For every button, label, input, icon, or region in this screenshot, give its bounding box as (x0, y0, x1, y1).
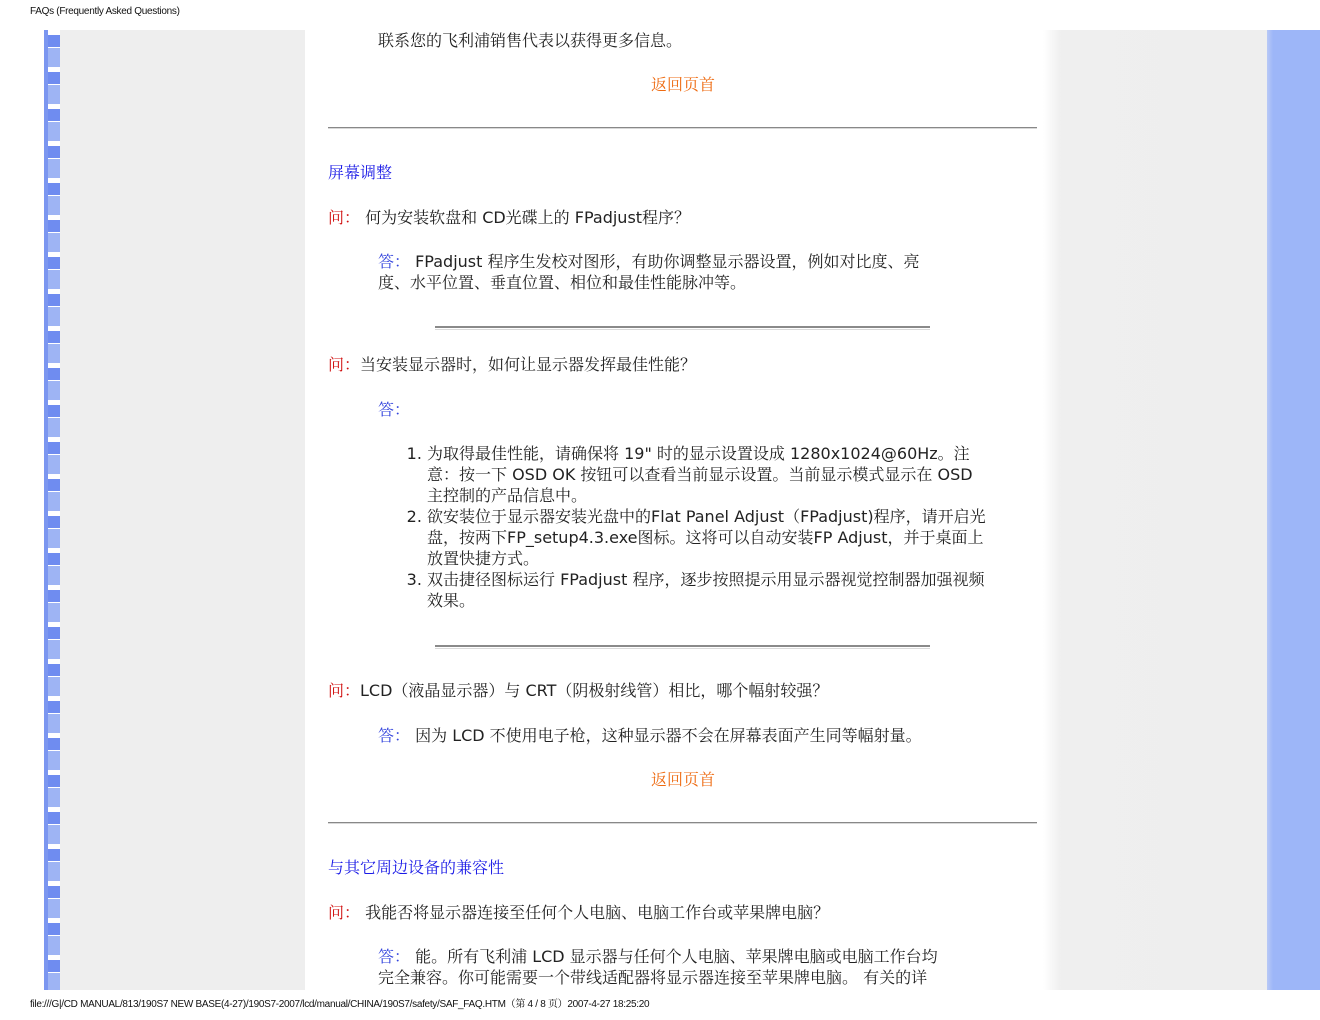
question-text: LCD（液晶显示器）与 CRT（阴极射线管）相比，哪个幅射较强？ (360, 681, 829, 700)
answer-label-standalone (378, 399, 410, 420)
section-divider (328, 127, 1037, 129)
faq-answer (378, 251, 978, 293)
page-header-caption: FAQs (Frequently Asked Questions) (30, 6, 180, 17)
question-label: 问： (328, 903, 361, 922)
left-margin-panel (60, 30, 305, 990)
answer-text-line1: 能。所有飞利浦 LCD 显示器与任何个人电脑、苹果牌电脑或电脑工作台均 (410, 947, 938, 966)
item-divider (435, 645, 930, 649)
faq-question (328, 680, 828, 701)
question-text: 何为安装软盘和 CD光碟上的 FPadjust程序？ (360, 208, 691, 227)
faq-question (328, 902, 829, 923)
faq-question (328, 207, 690, 228)
list-item: 3. 双击捷径图标运行 FPadjust 程序，逐步按照提示用显示器视觉控制器加强视频效果。 (427, 569, 987, 611)
question-label: 问： (328, 355, 361, 374)
section-title-screen-adjust[interactable]: 屏幕调整 (328, 163, 393, 182)
answer-text-line2: 完全兼容。你可能需要一个带线适配器将显示器连接至苹果牌电脑。 有关的详 (378, 968, 928, 987)
question-text: 当安装显示器时，如何让显示器发挥最佳性能？ (360, 355, 697, 374)
answer-label: 答： (378, 726, 411, 745)
section-title-compatibility[interactable]: 与其它周边设备的兼容性 (328, 858, 505, 877)
right-decorative-strip (1267, 30, 1320, 990)
list-item: 1. 为取得最佳性能，请确保将 19" 时的显示设置设成 1280x1024@60Hz。注意：按一下 OSD OK 按钮可以查看当前显示设置。当前显示模式显示在 OSD 主控制的产品信息中。 (427, 443, 987, 506)
page-footer-caption: file:///G|/CD MANUAL/813/190S7 NEW BASE(4-27)/190S7-2007/lcd/manual/CHINA/190S7/safety/SAF_FAQ.HTM（第 4 / 8 页）2007-4-27 18:25:20 (30, 999, 650, 1010)
faq-question (328, 354, 696, 375)
answer-text-line2: 度、水平位置、垂直位置、相位和最佳性能脉冲等。 (378, 273, 747, 292)
intro-text: 联系您的飞利浦销售代表以获得更多信息。 (378, 31, 683, 50)
faq-content (305, 30, 1043, 990)
left-decorative-strip (44, 30, 60, 990)
faq-answer (378, 725, 922, 746)
item-divider (435, 326, 930, 330)
question-text: 我能否将显示器连接至任何个人电脑、电脑工作台或苹果牌电脑？ (360, 903, 830, 922)
list-item: 2. 欲安装位于显示器安装光盘中的Flat Panel Adjust（FPadjust)程序，请开启光盘，按两下FP_setup4.3.exe图标。这将可以自动安装FP Adjust，并于桌面上放置快捷方式。 (427, 506, 987, 569)
section-divider (328, 822, 1037, 824)
right-margin-panel (1043, 30, 1267, 990)
question-label: 问： (328, 208, 361, 227)
answer-label: 答： (378, 947, 411, 966)
answer-label: 答： (378, 400, 411, 419)
answer-label: 答： (378, 252, 411, 271)
back-to-top-link[interactable]: 返回页首 (651, 770, 716, 789)
answer-steps (377, 443, 987, 611)
answer-text-line1: 因为 LCD 不使用电子枪，这种显示器不会在屏幕表面产生同等幅射量。 (410, 726, 922, 745)
faq-answer (378, 946, 998, 988)
question-label: 问： (328, 681, 361, 700)
back-to-top-link[interactable]: 返回页首 (651, 75, 716, 94)
answer-text-line1: FPadjust 程序生发校对图形，有助你调整显示器设置，例如对比度、亮 (410, 252, 920, 271)
